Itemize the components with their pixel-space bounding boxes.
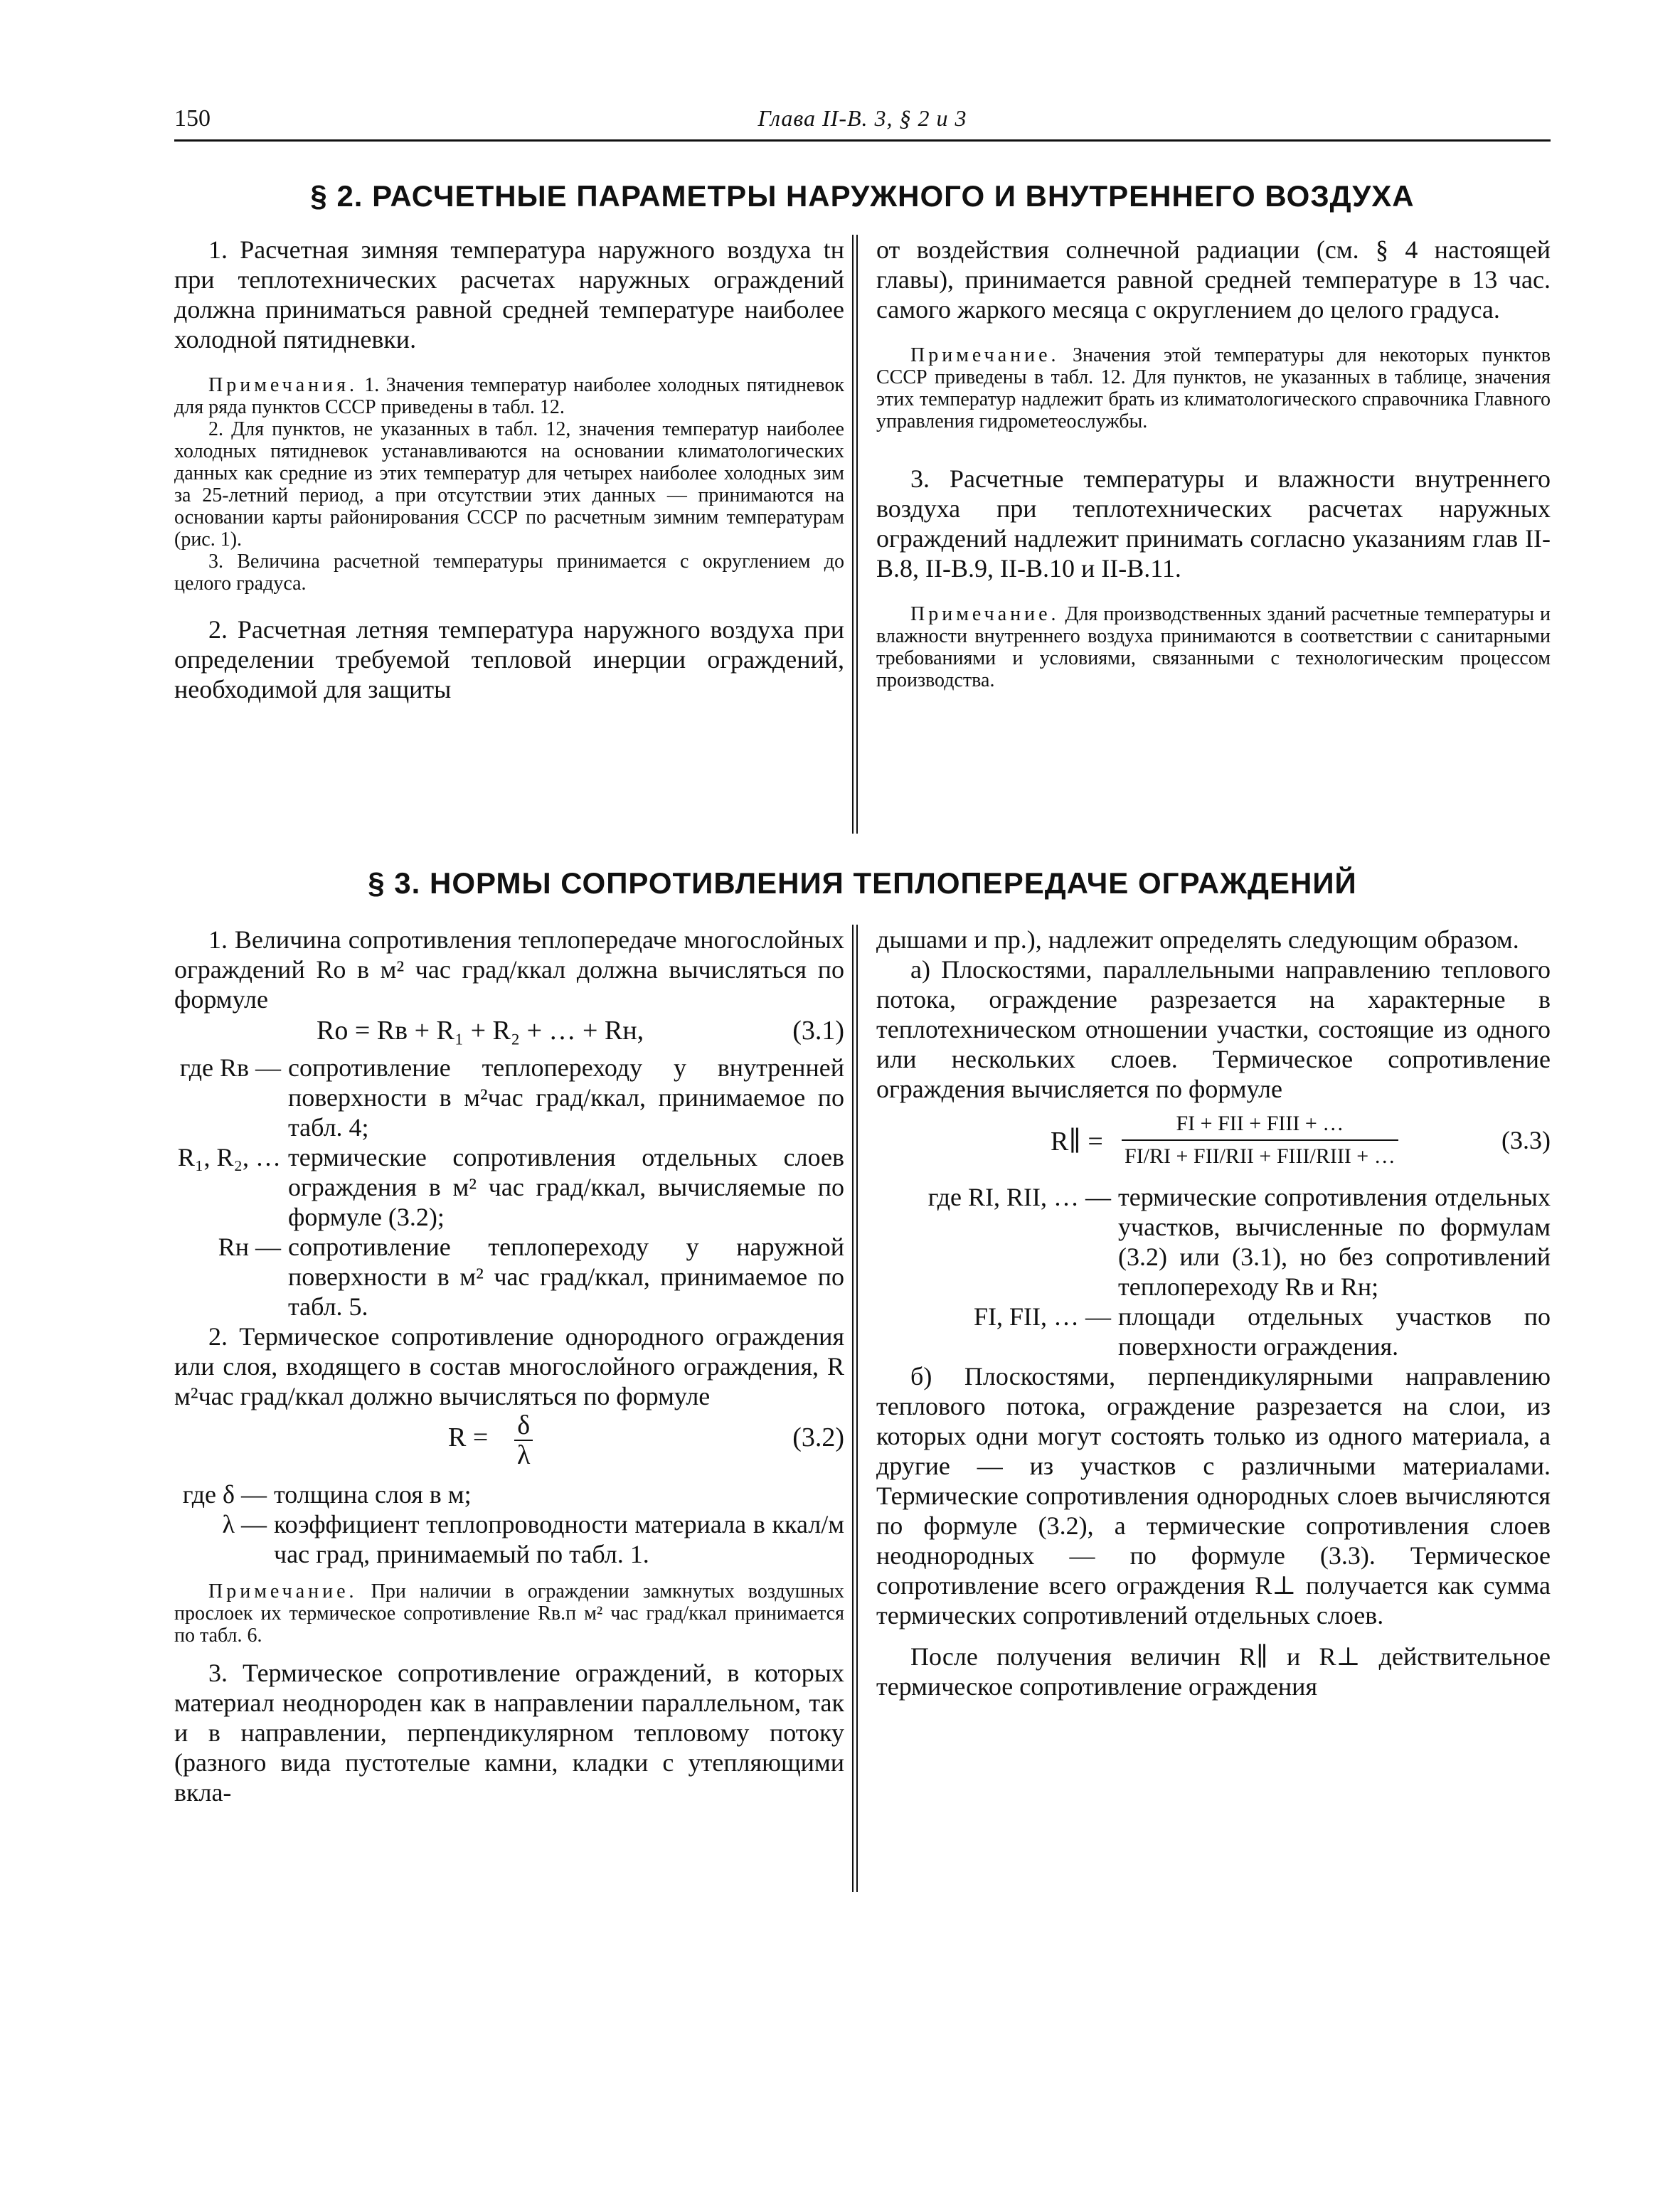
note-indoor-block xyxy=(876,603,1551,691)
definition-item xyxy=(174,1232,844,1322)
note-indoor: Для производственных зданий расчетные температуры и влажности внутреннего воздуха принимаются в соответствии с санитарными требованиями и условиями, связанными с технологическим процессом производства. xyxy=(876,603,1551,691)
paragraph-3-3-a: а) Плоскостями, параллельными направлению теплового потока, ограждение разрезается на характерные в теплотехническом отношении участки, состоящие из одного или нескольких слоев. Термическое сопротивление ограждения вычисляется по формуле xyxy=(876,955,1551,1103)
section-2-left-column xyxy=(174,235,844,704)
fraction-denominator: λ xyxy=(517,1440,531,1470)
definition-item xyxy=(174,1142,844,1232)
note-label: Примечание. xyxy=(910,344,1060,366)
equation-3-3-lhs: R∥ = xyxy=(1051,1127,1103,1157)
fraction-numerator: FI + FII + FIII + … xyxy=(1122,1108,1398,1141)
equation-3-2-number: (3.2) xyxy=(792,1423,844,1452)
paragraph-2-3: 3. Расчетные температуры и влажности внутреннего воздуха при теплотехнических расчетах наружных ограждений надлежит принимать согласно указаниям глав II-В.8, II-В.9, II-В.10 и II-В.11. xyxy=(876,464,1551,583)
notes-label: Примечания. xyxy=(208,374,358,396)
section-3-left-column xyxy=(174,925,844,1807)
running-header xyxy=(174,105,1551,142)
definition-item xyxy=(174,1053,844,1142)
definition-text: термические сопротивления отдельных слоев ограждения в м² час град/ккал, вычисляемые по формуле (3.2); xyxy=(288,1143,844,1231)
definition-text: площади отдельных участков по поверхности ограждения. xyxy=(1118,1302,1551,1361)
equation-3-2 xyxy=(174,1411,844,1479)
equation-3-3-fraction xyxy=(1122,1108,1398,1172)
paragraph-3-final: После получения величин R∥ и R⊥ действительное термическое сопротивление ограждения xyxy=(876,1642,1551,1701)
paragraph-3-3-b: б) Плоскостями, перпендикулярными направлению теплового потока, ограждение разрезается на слои, из которых одни могут состоять только из одного материала, а другие — из участков с различными материалами. Термические сопротивления однородных слоев вычисляются по формуле (3.2), а термические сопротивления слоев неоднородных — по формуле (3.3). Термическое сопротивление всего ограждения R⊥ получается как сумма термических сопротивлений отдельных слоев. xyxy=(876,1362,1551,1630)
paragraph-3-3-continued: дышами и пр.), надлежит определять следующим образом. xyxy=(876,925,1519,954)
equation-3-3-number: (3.3) xyxy=(1501,1126,1551,1154)
definition-text: термические сопротивления отдельных участков, вычисленные по формулам (3.2) или (3.1), но без сопротивлений теплопереходу Rв и Rн; xyxy=(1118,1183,1551,1301)
equation-3-1-formula: Rо = Rв + R₁ + R₂ + … + Rн, xyxy=(317,1016,644,1046)
note-2-3: 3. Величина расчетной температуры принимается с округлением до целого градуса. xyxy=(174,551,844,595)
fraction-denominator: FI/RI + FII/RII + FIII/RIII + … xyxy=(1125,1144,1395,1168)
paragraph-3-1: 1. Величина сопротивления теплопередаче многослойных ограждений Rо в м² час град/ккал должна вычисляться по формуле xyxy=(174,925,844,1014)
definition-text: толщина слоя в м; xyxy=(274,1480,472,1509)
note-air-gaps-block xyxy=(174,1580,844,1647)
equation-3-3 xyxy=(876,1104,1551,1182)
equation-3-1-number: (3.1) xyxy=(792,1016,844,1046)
page-number: 150 xyxy=(174,105,211,132)
fraction-numerator: δ xyxy=(514,1411,533,1441)
section-2-right-column xyxy=(876,235,1551,691)
paragraph-3-2: 2. Термическое сопротивление однородного ограждения или слоя, входящего в состав многослойного ограждения, R м²час град/ккал должно вычисляться по формуле xyxy=(174,1322,844,1410)
note-2-1: 1. Значения температур наиболее холодных пятидневок для ряда пунктов СССР приведены в табл. 12. xyxy=(174,374,844,418)
equation-3-1 xyxy=(174,1014,844,1053)
column-divider-2 xyxy=(852,925,858,1892)
note-label-3: Примечание. xyxy=(208,1580,358,1602)
definitions-3-1 xyxy=(174,1053,844,1322)
column-divider-1 xyxy=(852,235,858,834)
paragraph-2-2: 2. Расчетная летняя температура наружного воздуха при определении требуемой тепловой инерции ограждений, необходимой для защиты xyxy=(174,615,844,703)
definition-term: где δ — xyxy=(182,1480,267,1509)
note-2-2: 2. Для пунктов, не указанных в табл. 12, значения температур наиболее холодных пятидневок устанавливаются на основании климатологических данных как средние из этих температур для четырех наиболее холодных зим за 25-летний период, а при отсутствии этих данных — принимаются на основании карты районирования СССР по расчетным зимним температурам (рис. 1). xyxy=(174,418,844,551)
equation-3-2-lhs: R = xyxy=(448,1423,489,1452)
definition-text: сопротивление теплопереходу у наружной поверхности в м² час град/ккал, принимаемое по табл. 5. xyxy=(288,1233,844,1321)
running-title: Глава II-В. 3, § 2 и 3 xyxy=(757,105,967,131)
notes-block xyxy=(174,374,844,418)
definition-item xyxy=(174,1479,844,1509)
section-3-title: § 3. НОРМЫ СОПРОТИВЛЕНИЯ ТЕПЛОПЕРЕДАЧЕ ОГРАЖДЕНИЙ xyxy=(368,866,1357,900)
definition-item xyxy=(876,1302,1551,1361)
section-2-title: § 2. РАСЧЕТНЫЕ ПАРАМЕТРЫ НАРУЖНОГО И ВНУТРЕННЕГО ВОЗДУХА xyxy=(310,179,1415,213)
definition-term: Rн — xyxy=(218,1233,281,1261)
definition-term: где RI, RII, … — xyxy=(927,1183,1111,1211)
definition-text: сопротивление теплопереходу у внутренней поверхности в м²час град/ккал, принимаемое по табл. 4; xyxy=(288,1053,844,1142)
definition-term: R₁, R₂, … xyxy=(177,1143,281,1171)
definition-item xyxy=(876,1182,1551,1302)
definition-item xyxy=(174,1509,844,1569)
definition-text: коэффициент теплопроводности материала в ккал/м час град, принимаемый по табл. 1. xyxy=(274,1510,844,1568)
note-label-2: Примечание. xyxy=(910,603,1060,625)
definition-term: где Rв — xyxy=(179,1053,281,1082)
definitions-3-3 xyxy=(876,1182,1551,1361)
equation-3-2-fraction xyxy=(514,1411,533,1469)
definition-term: FI, FII, … — xyxy=(973,1302,1111,1331)
definition-term: λ — xyxy=(222,1510,267,1538)
note-summer-block xyxy=(876,344,1551,432)
section-3-right-column xyxy=(876,925,1551,1701)
paragraph-2-1: 1. Расчетная зимняя температура наружного воздуха tн при теплотехнических расчетах наружных ограждений должна приниматься равной средней температуре наиболее холодной пятидневки. xyxy=(174,235,844,353)
paragraph-3-3: 3. Термическое сопротивление ограждений, в которых материал неоднороден как в направлении параллельном, так и в направлении, перпендикулярном тепловому потоку (разного вида пустотелые камни, кладки с утепляющими вкла- xyxy=(174,1659,844,1807)
definitions-3-2 xyxy=(174,1479,844,1569)
note-air-gaps: При наличии в ограждении замкнутых воздушных прослоек их термическое сопротивление Rв.п м² час град/ккал принимается по табл. 6. xyxy=(174,1580,844,1647)
note-summer: Значения этой температуры для некоторых пунктов СССР приведены в табл. 12. Для пунктов, не указанных в таблице, значения этих температур надлежит брать из климатологического справочника Главного управления гидрометеослужбы. xyxy=(876,344,1551,432)
paragraph-2-2-continued: от воздействия солнечной радиации (см. § 4 настоящей главы), принимается равной средней температуре в 13 час. самого жаркого месяца с округлением до целого градуса. xyxy=(876,235,1551,324)
